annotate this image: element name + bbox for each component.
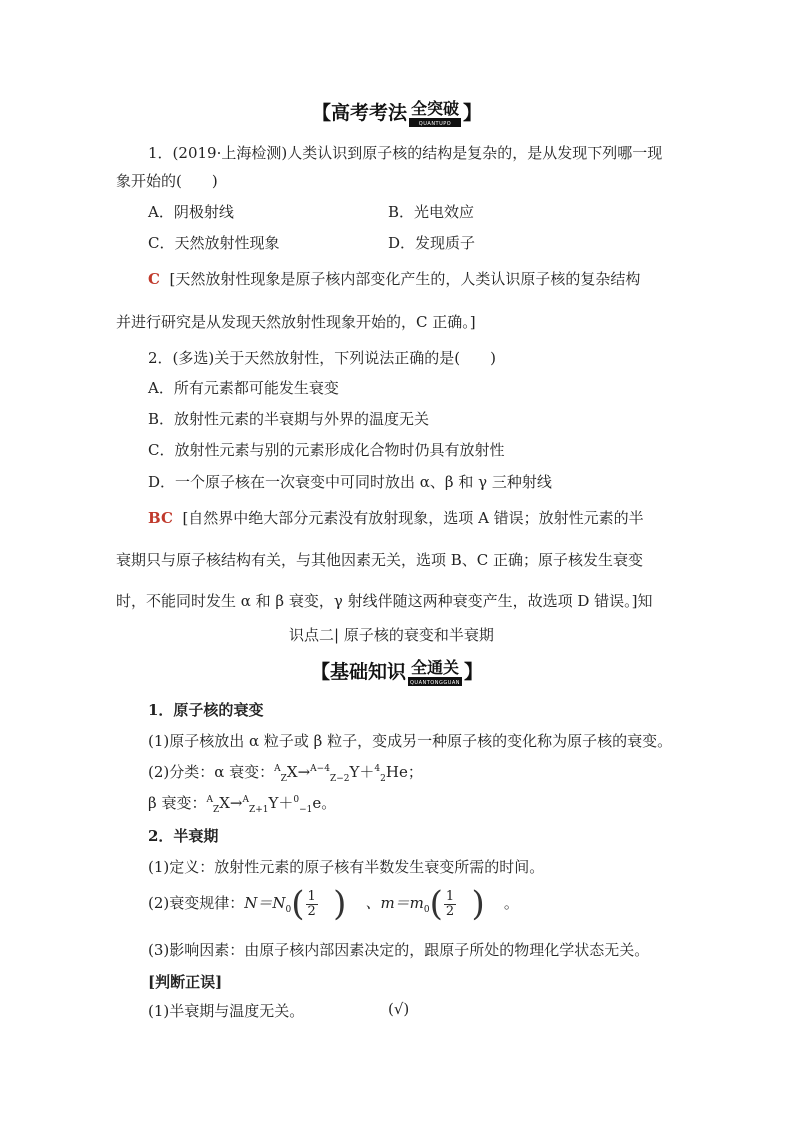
q1-stem-line1: 1．(2019·上海检测)人类认识到原子核的结构是复杂的，是从发现下列哪一现: [148, 144, 663, 162]
q2-explanation-line2: 衰期只与原子核结构有关，与其他因素无关，选项 B、C 正确；原子核发生衰变: [116, 551, 644, 569]
q1-explanation-text1: [天然放射性现象是原子核内部变化产生的，人类认识原子核的复杂结构: [169, 270, 641, 288]
banner-tag-text: 全突破: [409, 100, 461, 121]
q1-answer: C: [148, 270, 160, 288]
eq-superscript: A−4: [310, 764, 330, 774]
q2-answer: BC: [148, 509, 173, 527]
banner-tag: [408, 659, 462, 686]
alpha-decay-equation: [148, 761, 423, 784]
q2-stem: 2．(多选)关于天然放射性，下列说法正确的是( ): [148, 349, 496, 367]
section-banner-gaokao: [0, 98, 794, 127]
beta-decay-equation: [148, 792, 336, 815]
eq-subscript: Z: [280, 774, 287, 784]
q1-option-c: C．天然放射性现象: [148, 234, 280, 252]
q2-option-c: C．放射性元素与别的元素形成化合物时仍具有放射性: [148, 441, 505, 459]
bracket-left: 【: [311, 102, 331, 124]
eq-part: Y＋: [268, 794, 294, 812]
eq-superscript: A: [242, 795, 249, 805]
section-banner-jichu: [0, 657, 794, 686]
q1-option-d: D．发现质子: [388, 234, 476, 252]
fraction-numerator: 1: [307, 888, 316, 904]
eq-superscript: 0: [293, 795, 300, 805]
q2-option-b: B．放射性元素的半衰期与外界的温度无关: [148, 410, 430, 428]
decay-law-prefix: (2)衰变规律：: [148, 894, 245, 912]
eq-subscript: Z: [212, 805, 220, 815]
bracket-left: 【: [310, 661, 330, 683]
influence-factors: (3)影响因素：由原子核内部因素决定的，跟原子所处的物理化学状态无关。: [148, 941, 650, 959]
formula-n: N＝N: [244, 894, 286, 912]
q2-explanation-line4: 识点二| 原子核的衰变和半衰期: [289, 626, 494, 644]
bracket-right: 】: [464, 661, 484, 683]
fraction-numerator: 1: [445, 888, 455, 904]
formula-end: 。: [503, 894, 519, 912]
banner-title: 高考考法: [330, 102, 407, 124]
q1-stem-line2: 象开始的( ): [116, 172, 218, 190]
fraction-denominator: 2: [307, 903, 316, 919]
q2-option-a: A．所有元素都可能发生衰变: [148, 379, 339, 397]
eq-superscript: A: [206, 795, 213, 805]
q1-explanation-line2: 并进行研究是从发现天然放射性现象开始的，C 正确。]: [116, 313, 476, 331]
banner-tag: [409, 100, 461, 127]
heading-half-life: 2．半衰期: [148, 827, 219, 845]
q1-explanation-line1: [148, 268, 640, 289]
banner-title: 基础知识: [329, 661, 406, 683]
q1-option-a: A．阴极射线: [148, 203, 234, 221]
paren-close: ): [471, 884, 485, 924]
eq-part: e。: [312, 794, 337, 812]
eq-subscript: 2: [380, 774, 386, 784]
fraction-denominator: 2: [445, 903, 455, 919]
eq-part: X→: [286, 763, 311, 781]
formula-subscript: 0: [285, 905, 292, 915]
q1-option-b: B．光电效应: [388, 203, 475, 221]
eq-part: He；: [385, 763, 423, 781]
eq-superscript: 4: [374, 764, 381, 774]
fraction-half: [444, 890, 456, 919]
banner-tag-text: 全通关: [408, 659, 462, 680]
eq-part: X→: [219, 794, 243, 812]
judge-item-1-mark: (√): [388, 1000, 410, 1018]
eq-subscript: −1: [299, 805, 313, 815]
alpha-prefix: (2)分类：α 衰变：: [148, 763, 275, 781]
fraction-half: [306, 890, 318, 919]
q2-explanation-line1: [148, 507, 644, 528]
decay-law-formula: [148, 885, 519, 928]
q2-option-d: D．一个原子核在一次衰变中可同时放出 α、β 和 γ 三种射线: [148, 473, 552, 491]
formula-m: 、m＝m: [365, 894, 424, 912]
judge-title: [判断正误]: [148, 973, 223, 991]
paren-close: ): [333, 884, 347, 924]
banner-tag-pinyin: QUANTONGGUAN: [409, 680, 461, 686]
paren-open: (: [429, 884, 443, 924]
judge-item-1: (1)半衰期与温度无关。: [148, 1002, 305, 1020]
heading-decay: 1．原子核的衰变: [148, 701, 264, 719]
banner-tag-pinyin: QUANTUPO: [409, 121, 461, 127]
paren-open: (: [291, 884, 305, 924]
q2-explanation-line3: 时，不能同时发生 α 和 β 衰变，γ 射线伴随这两种衰变产生，故选项 D 错误。]知: [116, 592, 653, 610]
decay-definition: (1)原子核放出 α 粒子或 β 粒子，变成另一种原子核的变化称为原子核的衰变。: [148, 732, 673, 750]
q2-explanation-text1: [自然界中绝大部分元素没有放射现象，选项 A 错误；放射性元素的半: [182, 509, 644, 527]
eq-part: Y＋: [349, 763, 375, 781]
eq-subscript: Z+1: [248, 805, 269, 815]
eq-subscript: Z−2: [329, 774, 350, 784]
formula-subscript: 0: [423, 905, 430, 915]
eq-superscript: A: [274, 764, 281, 774]
half-life-definition: (1)定义：放射性元素的原子核有半数发生衰变所需的时间。: [148, 858, 545, 876]
beta-prefix: β 衰变：: [148, 794, 207, 812]
bracket-right: 】: [463, 102, 483, 124]
